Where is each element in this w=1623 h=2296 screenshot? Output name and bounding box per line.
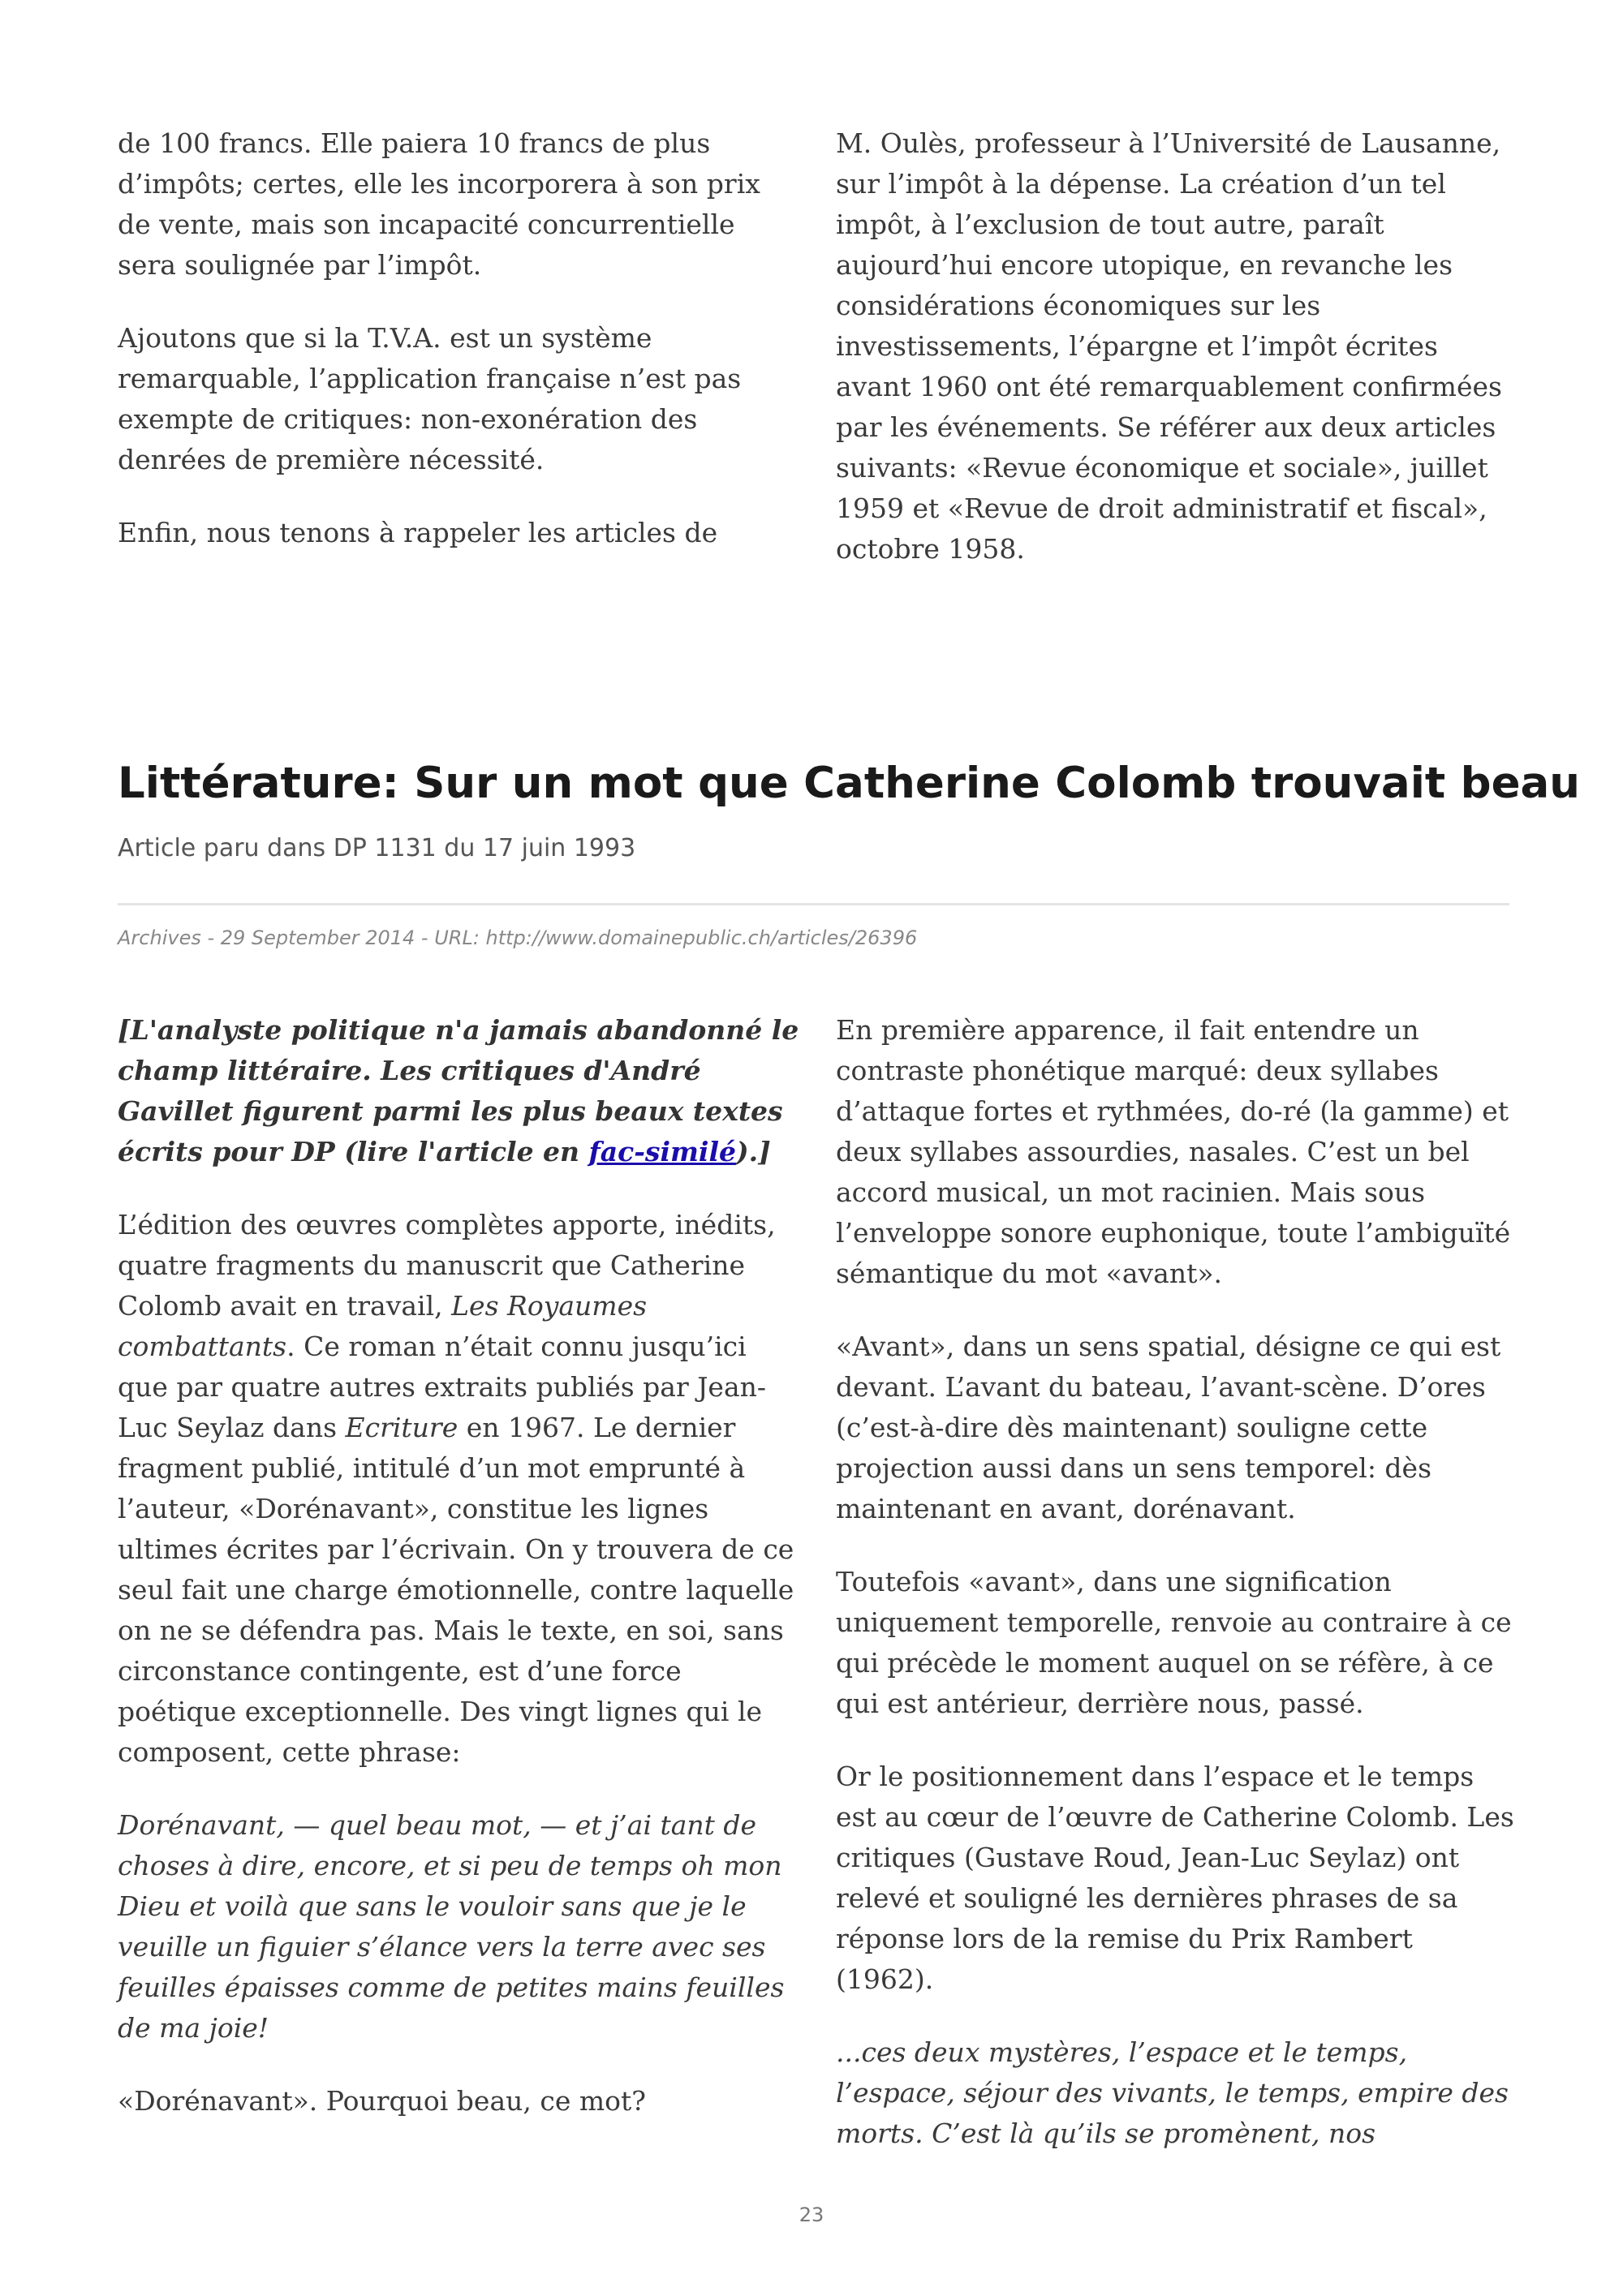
intro-paragraph [118,1010,799,1172]
fac-simile-link[interactable]: fac-similé [588,1136,736,1167]
publication-title: Ecriture [345,1412,458,1443]
previous-article-right-column [836,123,1518,570]
article-left-column [118,1010,799,2122]
paragraph: de 100 francs. Elle paiera 10 francs de plus d’impôts; certes, elle les incorporera à son prix de vente, mais son incapacité concurrentielle sera soulignée par l’impôt. [118,127,760,281]
book-title: Les Royaumes combattants [118,1290,648,1362]
article-subtitle: Article paru dans DP 1131 du 17 juin 1993 [118,834,636,862]
divider [118,903,1509,905]
article-title: Littérature: Sur un mot que Catherine Colomb trouvait beau [118,759,1581,808]
quote-paragraph: Dorénavant, — quel beau mot, — et j’ai tant de choses à dire, encore, et si peu de temps oh mon Dieu et voilà que sans le vouloir sans que je le veuille un figuier s’élance vers la terre avec ses feuilles épaisses comme de petites mains feuilles de ma joie! [118,1809,785,2044]
paragraph: En première apparence, il fait entendre un contraste phonétique marqué: deux syllabes d’attaque fortes et rythmées, do-ré (la gamme) et deux syllabes assourdies, nasales. C’est un bel accord musical, un mot racinien. Mais sous l’enveloppe sonore euphonique, toute l’ambiguïté sémantique du mot «avant». [836,1014,1511,1289]
paragraph: Toutefois «avant», dans une signification uniquement temporelle, renvoie au contraire à ce qui précède le moment auquel on se réfère, à ce qui est antérieur, derrière nous, passé. [836,1566,1512,1719]
article-meta: Archives - 29 September 2014 - URL: http://www.domainepublic.ch/articles/26396 [118,927,918,949]
page-number: 23 [799,2204,824,2226]
paragraph [118,1205,799,1773]
text: . Ce roman n’était connu jusqu’ici que par quatre autres extraits publiés par Jean-Luc Seylaz dans [118,1331,767,1443]
text: en 1967. Le dernier fragment publié, intitulé d’un mot emprunté à l’auteur, «Dorénavant», constitue les lignes ultimes écrites par l’écrivain. On y trouvera de ce seul fait une charge émotionnelle, contre laquelle on ne se défendra pas. Mais le texte, en soi, sans circonstance contingente, est d’une force poétique exceptionnelle. Des vingt lignes qui le composent, cette phrase: [118,1412,794,1768]
paragraph: Or le positionnement dans l’espace et le temps est au cœur de l’œuvre de Catherine Colomb. Les critiques (Gustave Roud, Jean-Luc Seylaz) ont relevé et souligné les dernières phrases de sa réponse lors de la remise du Prix Rambert (1962). [836,1761,1514,1995]
text: L’édition des œuvres complètes apporte, inédits, quatre fragments du manuscrit que Catherine Colomb avait en travail, [118,1209,776,1322]
paragraph: «Avant», dans un sens spatial, désigne ce qui est devant. L’avant du bateau, l’avant-scène. D’ores (c’est-à-dire dès maintenant) souligne cette projection aussi dans un sens temporel: dès maintenant en avant, dorénavant. [836,1331,1501,1524]
intro-text: [L'analyste politique n'a jamais abandonné le champ littéraire. Les critiques d'André Gavillet figurent parmi les plus beaux textes écrits pour DP (lire l'article en [118,1014,799,1167]
paragraph: M. Oulès, professeur à l’Université de Lausanne, sur l’impôt à la dépense. La création d’un tel impôt, à l’exclusion de tout autre, paraît aujourd’hui encore utopique, en revanche les considérations économiques sur les investissements, l’épargne et l’impôt écrites avant 1960 ont été remarquablement confirmées par les événements. Se référer aux deux articles suivants: «Revue économique et sociale», juillet 1959 et «Revue de droit administratif et fiscal», octobre 1958. [836,127,1502,565]
article-right-column [836,1010,1518,2154]
previous-article-left-column [118,123,799,553]
intro-text-end: ).] [736,1136,771,1167]
paragraph: Ajoutons que si la T.V.A. est un système remarquable, l’application française n’est pas exempte de critiques: non-exonération des denrées de première nécessité. [118,322,742,475]
paragraph: «Dorénavant». Pourquoi beau, ce mot? [118,2085,646,2117]
paragraph: Enfin, nous tenons à rappeler les articles de [118,517,718,548]
quote-paragraph: ...ces deux mystères, l’espace et le temps, l’espace, séjour des vivants, le temps, empire des morts. C’est là qu’ils se promènent, nos [836,2036,1509,2149]
